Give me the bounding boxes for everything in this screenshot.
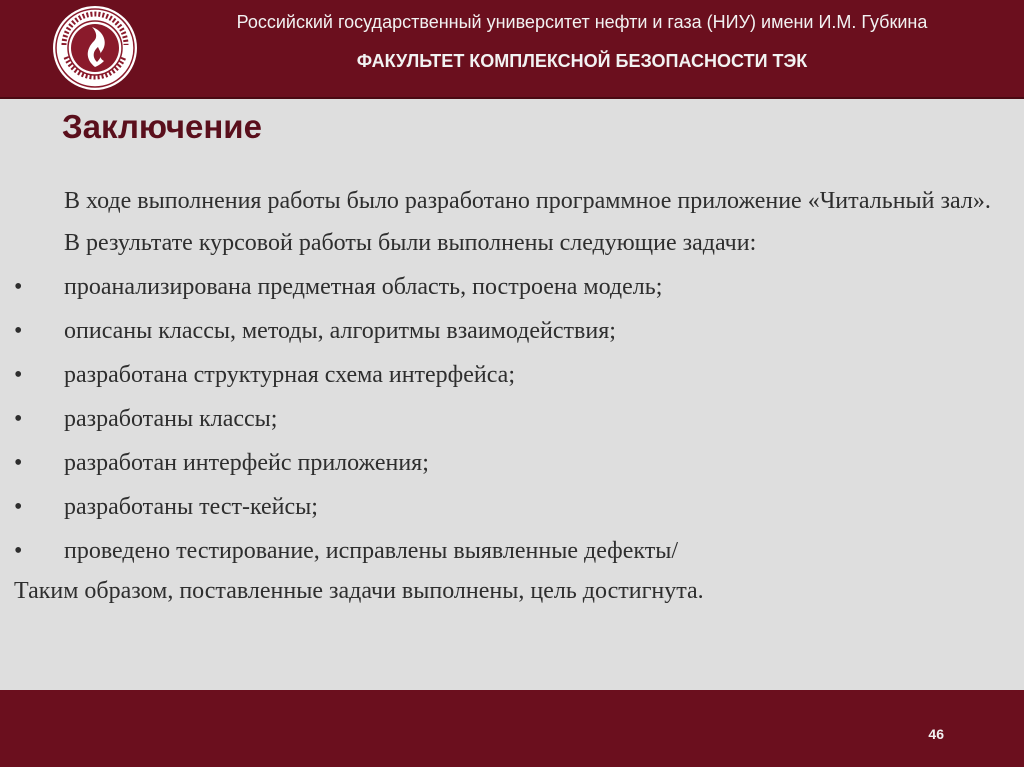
university-name: Российский государственный университет нефти и газа (НИУ) имени И.М. Губкина [236, 12, 928, 32]
paragraph-intro: В ходе выполнения работы было разработано программное приложение «Читальный зал». [64, 188, 991, 214]
bullet-icon: • [14, 538, 23, 564]
bullet-icon: • [14, 494, 23, 520]
task-list [14, 270, 995, 568]
task-text: разработана структурная схема интерфейса; [64, 362, 515, 388]
task-text: описаны классы, методы, алгоритмы взаимодействия; [64, 318, 616, 344]
task-text: разработаны классы; [64, 406, 278, 432]
footer-bar [0, 690, 1024, 767]
page-number: 46 [928, 726, 944, 742]
task-text: разработан интерфейс приложения; [64, 450, 429, 476]
task-text: проанализирована предметная область, построена модель; [64, 274, 663, 300]
task-text: проведено тестирование, исправлены выявленные дефекты/ [64, 538, 679, 564]
faculty-name: ФАКУЛЬТЕТ КОМПЛЕКСНОЙ БЕЗОПАСНОСТИ ТЭК [356, 51, 808, 71]
bullet-icon: • [14, 318, 23, 344]
list-item [14, 490, 995, 524]
paragraph-conclusion: Таким образом, поставленные задачи выполнены, цель достигнута. [14, 578, 704, 604]
list-item [14, 314, 995, 348]
slide-title: Заключение [62, 108, 262, 145]
header-bar [0, 0, 1024, 99]
slide-content [14, 184, 995, 608]
list-item [14, 534, 995, 568]
list-item [14, 402, 995, 436]
university-logo [52, 5, 138, 91]
list-item [14, 358, 995, 392]
bullet-icon: • [14, 406, 23, 432]
paragraph-results: В результате курсовой работы были выполнены следующие задачи: [64, 230, 757, 256]
task-text: разработаны тест-кейсы; [64, 494, 318, 520]
list-item [14, 446, 995, 480]
list-item [14, 270, 995, 304]
bullet-icon: • [14, 450, 23, 476]
bullet-icon: • [14, 274, 23, 300]
bullet-icon: • [14, 362, 23, 388]
